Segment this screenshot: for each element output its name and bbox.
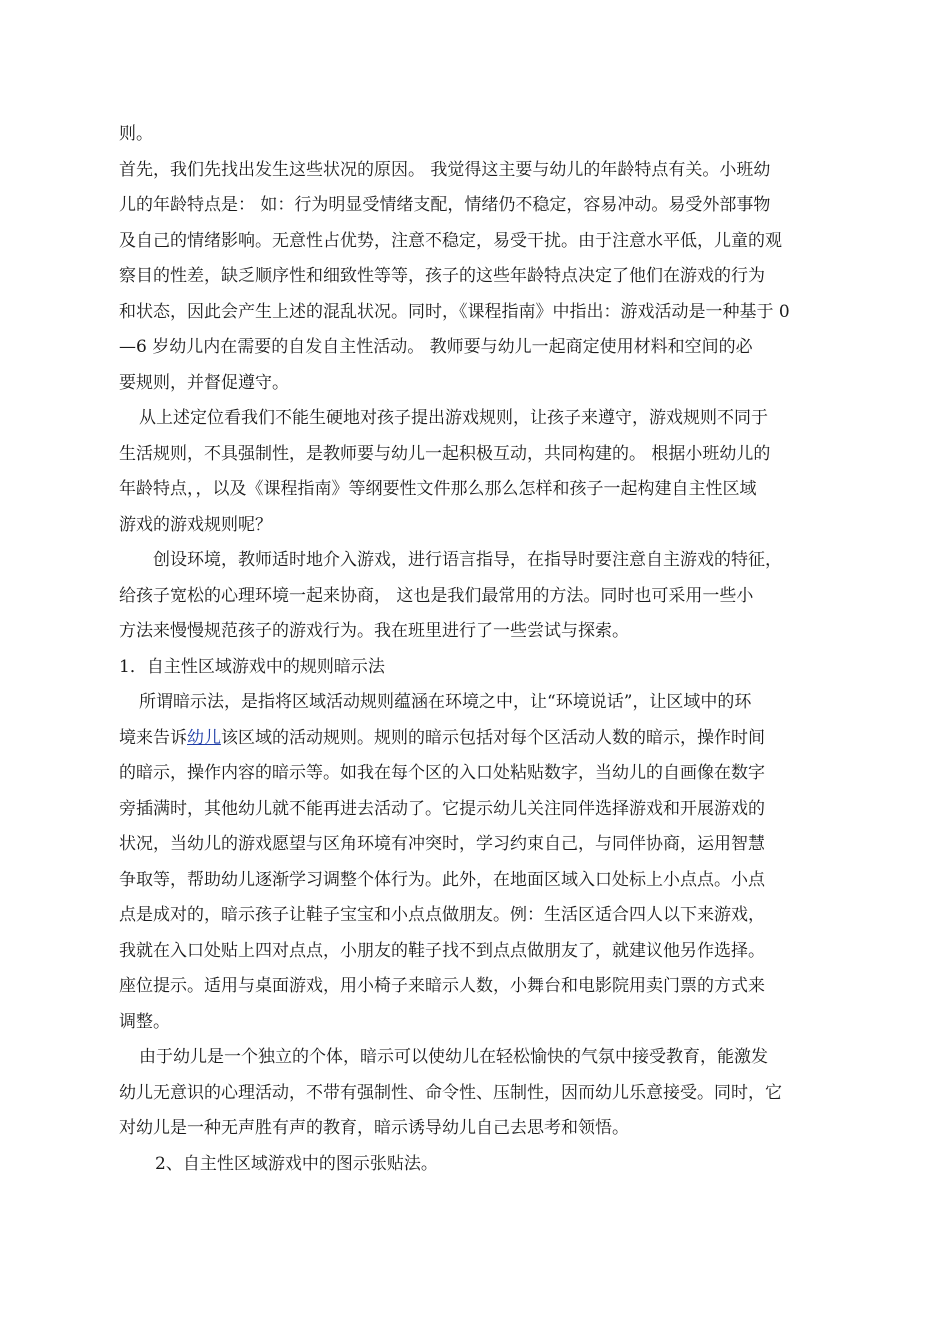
text-line: 年龄特点，，以及《课程指南》等纲要性文件那么那么怎样和孩子一起构建自主性区域 (119, 479, 757, 499)
text-line: 游戏的游戏规则呢？ (119, 514, 272, 535)
section-heading: 1．自主性区域游戏中的规则暗示法 (119, 656, 385, 677)
section-heading: 2、自主性区域游戏中的图示张贴法。 (155, 1153, 438, 1174)
text-line: 状况，当幼儿的游戏愿望与区角环境有冲突时，学习约束自己，与同伴协商，运用智慧 (119, 834, 765, 854)
text-line: —6 岁幼儿内在需要的自发自主性活动。 教师要与幼儿一起商定使用材料和空间的必 (119, 337, 753, 357)
text-line: 幼儿无意识的心理活动，不带有强制性、命令性、压制性，因而幼儿乐意接受。同时，它 (119, 1082, 782, 1103)
text-line: 对幼儿是一种无声胜有声的教育，暗示诱导幼儿自己去思考和领悟。 (119, 1118, 629, 1138)
text-line: 争取等，帮助幼儿逐渐学习调整个体行为。此外，在地面区域入口处标上小点点。小点 (119, 869, 765, 890)
text-line: 调整。 (119, 1011, 170, 1032)
text-line: 点是成对的，暗示孩子让鞋子宝宝和小点点做朋友。例：生活区适合四人以下来游戏， (119, 905, 765, 925)
text-span: 境来告诉 (119, 727, 187, 748)
text-line: 座位提示。适用与桌面游戏，用小椅子来暗示人数，小舞台和电影院用卖门票的方式来 (119, 976, 765, 996)
text-line: 旁插满时，其他幼儿就不能再进去活动了。它提示幼儿关注同伴选择游戏和开展游戏的 (119, 798, 765, 819)
text-line: 要规则，并督促遵守。 (119, 372, 289, 393)
text-line: 生活规则，不具强制性，是教师要与幼儿一起积极互动，共同构建的。 根据小班幼儿的 (119, 443, 771, 464)
text-line: 给孩子宽松的心理环境一起来协商， 这也是我们最常用的方法。同时也可采用一些小 (119, 585, 754, 606)
text-line: 的暗示，操作内容的暗示等。如我在每个区的入口处粘贴数字，当幼儿的自画像在数字 (119, 763, 765, 783)
text-line: 我就在入口处贴上四对点点，小朋友的鞋子找不到点点做朋友了，就建议他另作选择。 (119, 940, 765, 961)
text-line: 儿的年龄特点是： 如：行为明显受情绪支配，情绪仍不稳定，容易冲动。易受外部事物 (119, 195, 771, 215)
text-line: 及自己的情绪影响。无意性占优势，注意不稳定，易受干扰。由于注意水平低，儿童的观 (119, 230, 782, 251)
text-line: 和状态，因此会产生上述的混乱状况。同时，《课程指南》中指出：游戏活动是一种基于 0 (119, 301, 790, 322)
text-line: 首先，我们先找出发生这些状况的原因。 我觉得这主要与幼儿的年龄特点有关。小班幼 (119, 159, 771, 180)
text-line: 从上述定位看我们不能生硬地对孩子提出游戏规则，让孩子来遵守，游戏规则不同于 (139, 408, 768, 428)
text-line: 创设环境，教师适时地介入游戏，进行语言指导，在指导时要注意自主游戏的特征， (153, 550, 782, 570)
text-line: 察目的性差，缺乏顺序性和细致性等等，孩子的这些年龄特点决定了他们在游戏的行为 (119, 266, 765, 286)
text-line-with-link (119, 721, 890, 757)
hyperlink-youer[interactable]: 幼儿 (187, 727, 221, 748)
text-line: 则。 (119, 124, 153, 144)
text-span: 该区域的活动规则。规则的暗示包括对每个区活动人数的暗示，操作时间 (221, 727, 765, 748)
text-line: 方法来慢慢规范孩子的游戏行为。我在班里进行了一些尝试与探索。 (119, 621, 629, 641)
text-line: 所谓暗示法，是指将区域活动规则蕴涵在环境之中，让“环境说话”，让区域中的环 (139, 692, 752, 712)
text-line: 由于幼儿是一个独立的个体，暗示可以使幼儿在轻松愉快的气氛中接受教育，能激发 (139, 1047, 768, 1067)
